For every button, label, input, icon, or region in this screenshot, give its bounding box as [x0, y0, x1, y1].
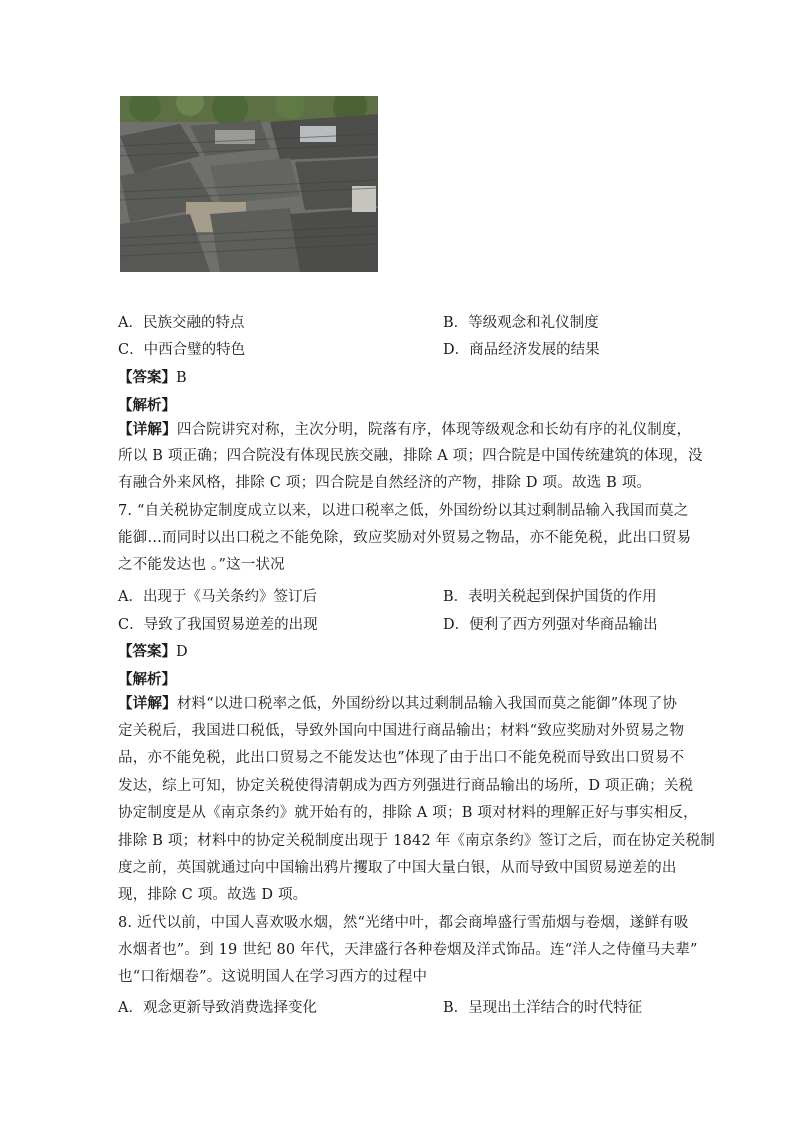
courtyard-houses-photo [120, 96, 378, 272]
q6-option-b: B．等级观念和礼仪制度 [443, 315, 599, 331]
q7-option-a: A．出现于《马关条约》签订后 [118, 589, 317, 605]
q8-stem-line: 8. 近代以前，中国人喜欢吸水烟，然“光绪中叶，都会商埠盛行雪茄烟与卷烟，遂鲜有吸 [118, 915, 689, 931]
q7-option-d: D．便利了西方列强对华商品输出 [443, 617, 658, 633]
q7-option-b: B．表明关税起到保护国货的作用 [443, 589, 657, 605]
q7-detail-line: 现，排除 C 项。故选 D 项。 [118, 887, 308, 903]
q6-detail-line: 所以 B 项正确；四合院没有体现民族交融，排除 A 项；四合院是中国传统建筑的体现，没 [118, 448, 703, 464]
q8-stem-line: 水烟者也”。到 19 世纪 80 年代，天津盛行各种卷烟及洋式饰品。连“洋人之侍僮马夫辈” [118, 942, 698, 958]
answer-value: D [176, 644, 188, 660]
q8-option-a: A．观念更新导致消费选择变化 [118, 1000, 317, 1016]
q7-detail-line: 协定制度是从《南京条约》就开始有的，排除 A 项；B 项对材料的理解正好与事实相反， [118, 805, 698, 821]
q7-detail-line: 发达，综上可知，协定关税使得清朝成为西方列强进行商品输出的场所，D 项正确；关税 [118, 778, 694, 794]
q7-answer [118, 640, 188, 661]
q6-option-a: A．民族交融的特点 [118, 315, 245, 331]
q7-stem-line: 7. “自关税协定制度成立以来，以进口税率之低，外国纷纷以其过剩制品输入我国而莫之 [118, 503, 689, 519]
q8-stem-line: 也“口衔烟卷”。这说明国人在学习西方的过程中 [118, 969, 428, 985]
q6-option-d: D．商品经济发展的结果 [443, 342, 600, 358]
q7-stem-line: 之不能发达也 。”这一状况 [118, 557, 285, 573]
detail-tag: 【详解】 [118, 421, 177, 438]
q7-detail-line: 定关税后，我国进口税低，导致外国向中国进行商品输出；材料“致应奖励对外贸易之物 [118, 723, 685, 739]
answer-value: B [176, 370, 187, 386]
detail-tag: 【详解】 [118, 695, 177, 712]
q6-detail-line: 有融合外来风格，排除 C 项；四合院是自然经济的产物，排除 D 项。故选 B 项。 [118, 475, 652, 491]
answer-tag: 【答案】 [118, 643, 176, 660]
q7-detail-line: 度之前，英国就通过向中国输出鸦片攫取了中国大量白银，从而导致中国贸易逆差的出 [118, 860, 677, 876]
q7-stem-line: 能御…而同时以出口税之不能免除，致应奖励对外贸易之物品，亦不能免税，此出口贸易 [118, 530, 692, 546]
q7-option-c: C．导致了我国贸易逆差的出现 [118, 617, 318, 633]
q7-analysis-tag: 【解析】 [118, 671, 176, 688]
answer-tag: 【答案】 [118, 369, 176, 386]
q6-detail-line: 【详解】四合院讲究对称，主次分明，院落有序，体现等级观念和长幼有序的礼仪制度， [118, 421, 692, 438]
q7-detail-line: 品，亦不能免税，此出口贸易之不能发达也”体现了由于出口不能免税而导致出口贸易不 [118, 750, 685, 766]
q7-detail-line: 【详解】材料“以进口税率之低，外国纷纷以其过剩制品输入我国而莫之能御”体现了协 [118, 695, 678, 712]
q7-detail-line: 排除 B 项；材料中的协定关税制度出现于 1842 年《南京条约》签订之后，而在协定关税制 [118, 833, 715, 849]
q6-analysis-tag: 【解析】 [118, 397, 176, 414]
q6-option-c: C．中西合璧的特色 [118, 342, 246, 358]
q8-option-b: B．呈现出土洋结合的时代特征 [443, 1000, 643, 1016]
q6-answer [118, 366, 187, 387]
